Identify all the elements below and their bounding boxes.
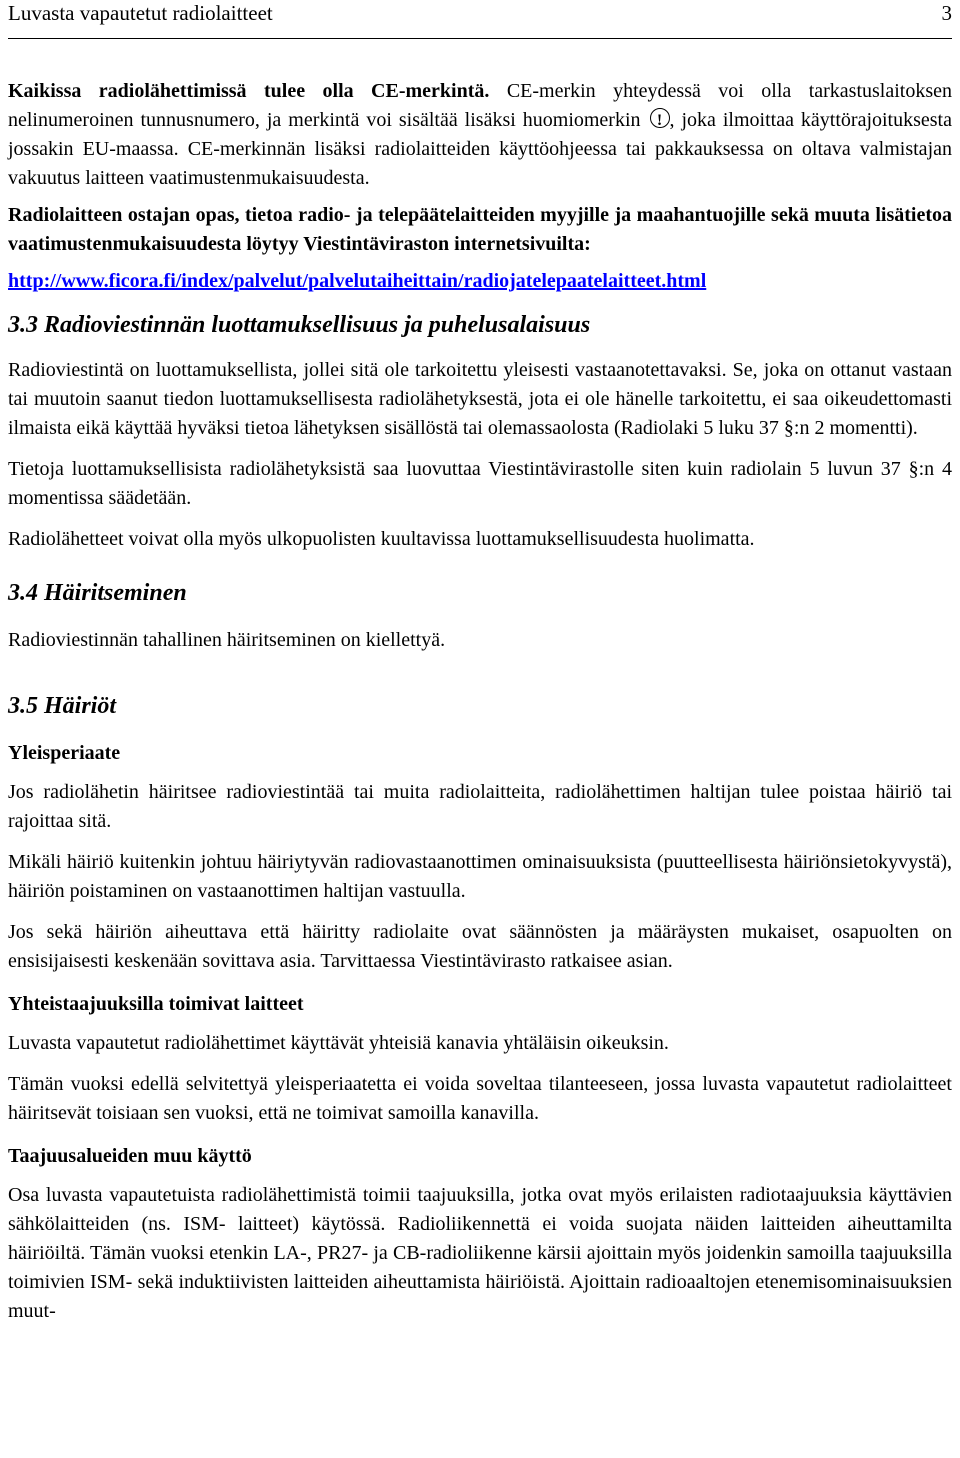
paragraph: Tietoja luottamuksellisista radiolähetyksistä saa luovuttaa Viestintävirastolle siten kuin radiolain 5 luvun 37 §:n 4 momentissa säädetään. xyxy=(8,458,952,509)
paragraph: Radiolähetteet voivat olla myös ulkopuolisten kuultavissa luottamuksellisuudesta huolimatta. xyxy=(8,528,755,550)
paragraph: Jos radiolähetin häiritsee radioviestintää tai muita radiolaitteita, radiolähettimen haltijan tulee poistaa häiriö tai rajoittaa sitä. xyxy=(8,781,952,832)
paragraph: Luvasta vapautetut radiolähettimet käyttävät yhteisiä kanavia yhtäläisin oikeuksin. xyxy=(8,1032,669,1054)
ce-marking-text-1: CE-merkin yhteydessä voi olla tarkastuslaitoksen nelinumeroinen tunnusnumero, ja merkintä voi sisältää lisäksi huomiomerkin xyxy=(8,80,953,131)
subsection-heading: Taajuusalueiden muu käyttö xyxy=(8,1145,252,1167)
paragraph: Osa luvasta vapautetuista radiolähettimistä toimii taajuuksilla, jotka ovat myös erilaisten radiotaajuuksia käyttävien sähkölaitteiden (ns. ISM- laitteet) käytössä. Radioliikennettä ei voida suojata näiden laitteiden aiheuttamilta häiriöiltä. Tämän vuoksi etenkin LA-, PR27- ja CB-radioliikenne kärsii ajoittain myös joidenkin samoilla taajuuksilla toimivien ISM- sekä induktiivisten laitteiden aiheuttamista häiriöistä. Ajoittain radioaaltojen etenemisominaisuuksien muut- xyxy=(8,1184,952,1322)
page-header xyxy=(8,0,952,39)
paragraph: Jos sekä häiriön aiheuttava että häiritty radiolaite ovat säännösten ja määräysten mukaiset, osapuolten on ensisijaisesti keskenään sovittava asia. Tarvittaessa Viestintävirasto ratkaisee asian. xyxy=(8,921,952,972)
warning-circle-icon xyxy=(650,108,670,128)
section-heading-3-5: 3.5 Häiriöt xyxy=(8,693,117,719)
ce-marking-text-2: , joka ilmoittaa käyttörajoituksesta jossakin EU-maassa. CE-merkinnän lisäksi radiolaitteiden käyttöohjeessa tai pakkauksessa on oltava valmistajan vakuutus laitteen vaatimustenmukaisuudesta. xyxy=(8,109,952,189)
paragraph: Tämän vuoksi edellä selvitettyä yleisperiaatetta ei voida soveltaa tilanteeseen, jossa luvasta vapautetut radiolaitteet häiritsevät toisiaan sen vuoksi, että ne toimivat samoilla kanavilla. xyxy=(8,1073,952,1124)
ce-marking-paragraph xyxy=(8,77,952,193)
page-content xyxy=(8,77,952,1326)
paragraph: Mikäli häiriö kuitenkin johtuu häiriytyvän radiovastaanottimen ominaisuuksista (puutteellisesta häiriönsietokyvystä), häiriön poistaminen on vastaanottimen haltijan vastuulla. xyxy=(8,851,952,902)
subsection-heading: Yleisperiaate xyxy=(8,742,121,764)
ficora-link[interactable]: http://www.ficora.fi/index/palvelut/palvelutaiheittain/radiojatelepaatelaitteet.html xyxy=(8,270,707,292)
section-heading-3-3: 3.3 Radioviestinnän luottamuksellisuus ja puhelusalaisuus xyxy=(8,312,591,338)
page-number: 3 xyxy=(941,1,952,25)
section-heading-3-4: 3.4 Häiritseminen xyxy=(8,580,187,606)
document-title: Luvasta vapautetut radiolaitteet xyxy=(8,1,273,25)
ce-marking-lead: Kaikissa radiolähettimissä tulee olla CE-merkintä. xyxy=(8,80,490,102)
paragraph: Radioviestinnän tahallinen häiritseminen on kiellettyä. xyxy=(8,629,446,651)
paragraph: Radioviestintä on luottamuksellista, jollei sitä ole tarkoitettu yleisesti vastaanotettavaksi. Se, joka on ottanut vastaan tai muutoin saanut tiedon luottamuksellisesta radiolähetyksestä, jota ei ole hänelle tarkoitettu, ei saa oikeudettomasti ilmaista eikä käyttää hyväksi tietoa lähetyksen sisällöstä tai olemassaolosta (Radiolaki 5 luku 37 §:n 2 momentti). xyxy=(8,359,952,439)
buyer-guide-paragraph: Radiolaitteen ostajan opas, tietoa radio- ja telepäätelaitteiden myyjille ja maahantuojille sekä muuta lisätietoa vaatimustenmukaisuudesta löytyy Viestintäviraston internetsivuilta: xyxy=(8,204,952,255)
subsection-heading: Yhteistaajuuksilla toimivat laitteet xyxy=(8,993,304,1015)
